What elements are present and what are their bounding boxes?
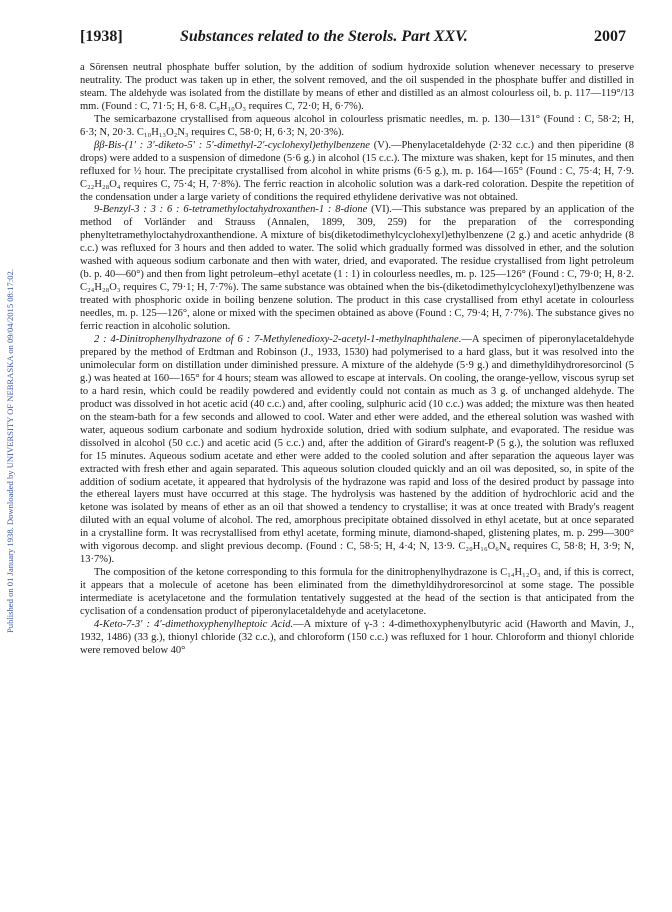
download-watermark	[0, 0, 20, 912]
compound-ref: (V).	[373, 139, 391, 151]
paragraph-ketone-composition: The composition of the ketone corresponding to this formula for the dinitrophenylhydrazone is C₁₄H₁₂O₃ and, if this is correct, it appears that a molecule of acetone has been eliminated from the dimethyldihydroresorcinol at some stage. The possible intermediate is acetylacetone and the formulation tentatively suggested at the head of the section is that anticipated from the cyclisation of a condensation product of piperonylacetaldehyde and acetylacetone.	[80, 567, 634, 618]
page-number: 2007	[594, 28, 626, 45]
paragraph-text: —A specimen of piperonylacetaldehyde prepared by the method of Erdtman and Robinson (J., 1933, 1530) had polymerised to a hard glass, but it was resolved into the unimolecular form on distillation under diminished pressure. A mixture of the aldehyde (5·9 g.) and dimethyldihydroresorcinol (5 g.) was heated at 160—165° for 4 hours; steam was allowed to escape at intervals. On cooling, the orange-yellow, viscous syrup set to a hard resin, which could be readily powdered and evidently could not contain as much as 3 g. of unchanged aldehyde. The product was dissolved in hot acetic acid (40 c.c.) and, after cooling, sulphuric acid (10 c.c.) was added; the mixture was then heated on the steam-bath for a few seconds and allowed to cool. Water and ether were added, and the ethereal solution was washed with water, aqueous sodium carbonate and sodium hydroxide solution, dried with sodium sulphate, and evaporated. The residue was dissolved in alcohol (50 c.c.) and acetic acid (5 c.c.) and, after the addition of Girard's reagent-P (5 g.), the solution was refluxed for 15 minutes. Aqueous sodium acetate and ether were added to the cooled solution and after separation the aqueous layer was extracted with fresh ether and again separated. This aqueous solution clouded quickly and an oil was deposited, so, in spite of the addition of sodium acetate, it appeared that hydrolysis of the hydrazone was rapid and loss of the desired product by passage into the ethereal layers must have occurred at this stage. The hydrolysis was hastened by the addition of hydrochloric acid and the ketone was isolated by means of ether as an oil that showed a tendency to crystallise; it was at once treated with Brady's reagent diluted with an equal volume of alcohol. The red, amorphous precipitate obtained dissolved in ethyl acetate, but at once separated in a crystalline form. It was recrystallised from ethyl acetate, forming minute, diamond-shaped, glistening plates, m. p. 299—300° with vigorous decomp. and slight previous decomp. (Found : C, 58·5; H, 4·4; N, 13·9. C₂₀H₁₆O₆N₄ requires C, 58·8; H, 3·9; N, 13·7%).	[80, 334, 634, 566]
paragraph-keto-heptoic-acid	[80, 619, 634, 658]
paragraph-text: —Phenylacetaldehyde (2·32 c.c.) and then piperidine (8 drops) were added to a suspension of dimedone (5·6 g.) in alcohol (15 c.c.). The mixture was shaken, kept for 15 minutes, and then refluxed for ½ hour. The precipitate crystallised from alcohol in white prisms (6·5 g.), m. p. 164—165° (Found : C, 75·4; H, 7·9. C₂₂H₂₈O₄ requires C, 75·4; H, 7·8%). The ferric reaction in alcoholic solution was a dark-red coloration. Despite the repetition of the condensation under a large variety of conditions the required ethylidene derivative was not obtained.	[80, 139, 634, 203]
paragraph-dinitrophenylhydrazone	[80, 334, 634, 567]
paragraph-text: —A mixture of γ-3 : 4-dimethoxyphenylbutyric acid (Haworth and Mavin, J., 1932, 1486) (33 g.), thionyl chloride (32 c.c.), and chloroform (150 c.c.) was refluxed for 1 hour. Chloroform and thionyl chloride were removed below 40°	[80, 618, 634, 656]
paragraph-benzyl-xanthendione	[80, 204, 634, 334]
paragraph-aldehyde-prep: a Sörensen neutral phosphate buffer solution, by the addition of sodium hydroxide solution whenever necessary to preserve neutrality. The product was taken up in ether, the solvent removed, and the oil suspended in the phosphate buffer and distilled in steam. The aldehyde was isolated from the distillate by means of ether and distilled as an almost colourless oil, b. p. 117—119°/13 mm. (Found : C, 71·5; H, 6·8. C₉H₁₀O₃ requires C, 72·0; H, 6·7%).	[80, 62, 634, 112]
paragraph-bis-diketo	[80, 140, 634, 205]
section-heading: 4-Keto-7-3′ : 4′-dimethoxyphenylheptoic Acid.	[94, 618, 294, 630]
section-heading: 2 : 4-Dinitrophenylhydrazone of 6 : 7-Methylenedioxy-2-acetyl-1-methylnaphthalene.	[94, 334, 462, 346]
header-year: [1938]	[80, 28, 123, 45]
watermark-text: Published on 01 January 1938. Downloaded by UNIVERSITY OF NEBRASKA on 09/04/2015 08:17:02.	[5, 269, 15, 633]
running-header	[80, 28, 632, 48]
section-heading: ββ-Bis-(1′ : 3′-diketo-5′ : 5′-dimethyl-2′-cyclohexyl)ethylbenzene	[94, 139, 370, 151]
section-heading: 9-Benzyl-3 : 3 : 6 : 6-tetramethyloctahydroxanthen-1 : 8-dione	[94, 204, 368, 216]
header-title: Substances related to the Sterols. Part XXV.	[180, 28, 468, 45]
paragraph-text: (VI).—This substance was prepared by an application of the method of Vorländer and Strauss (Annalen, 1899, 309, 259) for the preparation of the corresponding phenyltetramethyloctahydroxanthendione. A mixture of bis(diketodimethylcyclohexyl)ethylbenzene (2 g.) and acetic anhydride (8 c.c.) was refluxed for 3 hours and then added to water. The solid which gradually formed was dissolved in ether, and the solution washed with aqueous sodium carbonate and then with water, dried, and evaporated. The residue crystallised from light petroleum (b. p. 40—60°) and then from light petroleum–ethyl acetate (1 : 1) in colourless needles, m. p. 125—126° (Found : C, 79·0; H, 8·2. C₂₄H₂₈O₃ requires C, 79·1; H, 7·7%). The same substance was obtained when the bis-(diketodimethylcyclohexyl)ethylbenzene was treated with phosphoric oxide in boiling benzene solution. The product in this case crystallised from ethyl acetate in colourless needles, m. p. 125—126°, alone or mixed with the specimen obtained as above (Found : C, 79·4; H, 7·7%). The substance gives no ferric reaction in alcoholic solution.	[80, 204, 635, 333]
paragraph-semicarbazone: The semicarbazone crystallised from aqueous alcohol in colourless prismatic needles, m. p. 130—131° (Found : C, 58·2; H, 6·3; N, 20·3. C₁₀H₁₃O₂N₃ requires C, 58·0; H, 6·3; N, 20·3%).	[80, 113, 634, 138]
article-body	[80, 62, 634, 658]
